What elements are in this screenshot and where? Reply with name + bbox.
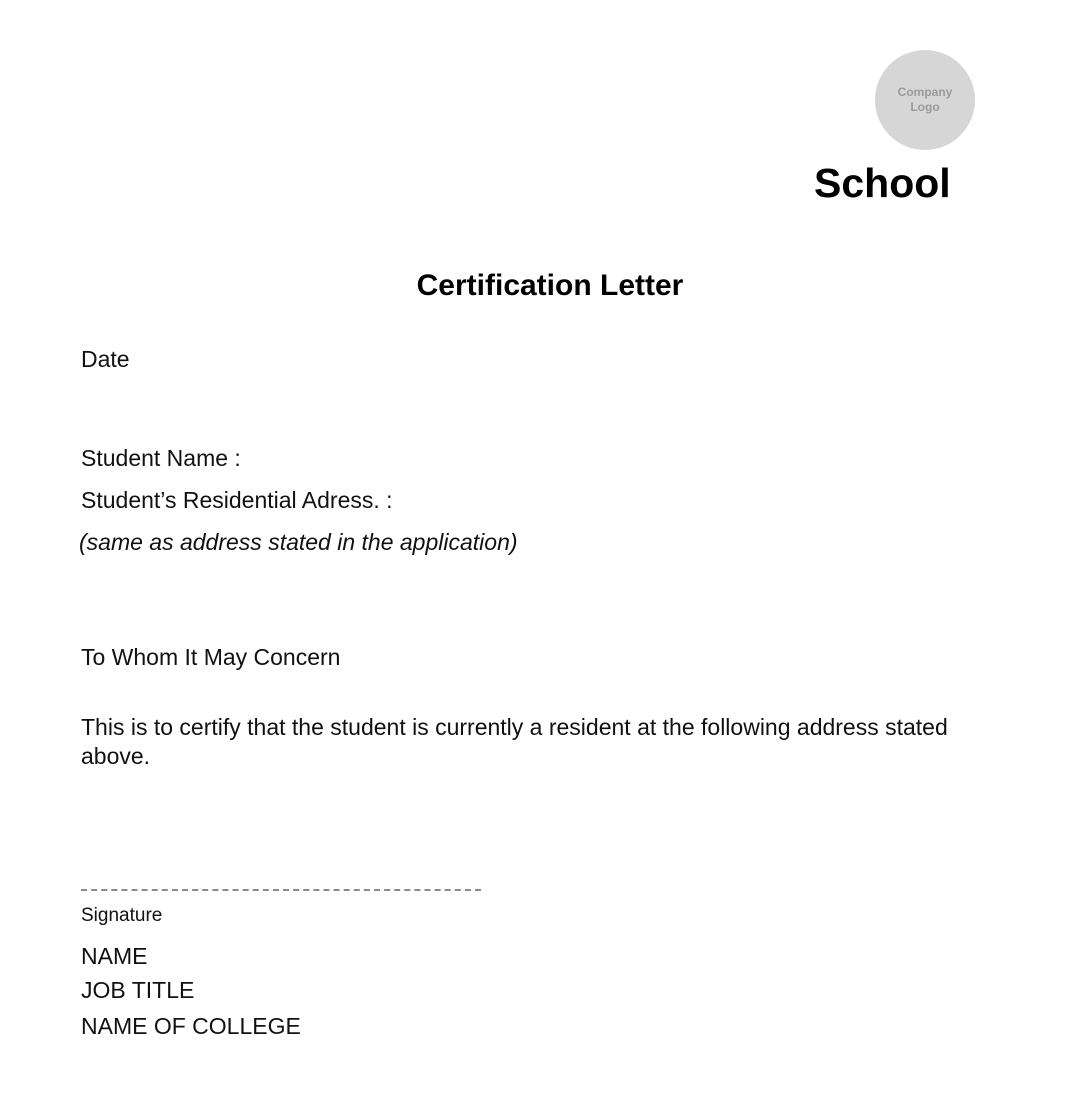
signature-label: Signature <box>81 905 163 926</box>
signer-name: NAME <box>81 943 148 969</box>
salutation: To Whom It May Concern <box>81 644 341 670</box>
address-label: Student’s Residential Adress. : <box>81 487 393 513</box>
date-label: Date <box>81 346 130 372</box>
address-note: (same as address stated in the application) <box>79 529 518 555</box>
student-name-label: Student Name : <box>81 445 241 471</box>
college-name: NAME OF COLLEGE <box>81 1013 301 1039</box>
signer-job-title: JOB TITLE <box>81 977 195 1003</box>
letter-title: Certification Letter <box>416 269 684 302</box>
company-logo <box>875 50 975 150</box>
school-name: School <box>814 160 951 206</box>
letter-body: This is to certify that the student is currently a resident at the following address stated above. <box>81 714 948 769</box>
signature-line <box>81 889 481 891</box>
company-logo-text: Company Logo <box>897 85 953 114</box>
